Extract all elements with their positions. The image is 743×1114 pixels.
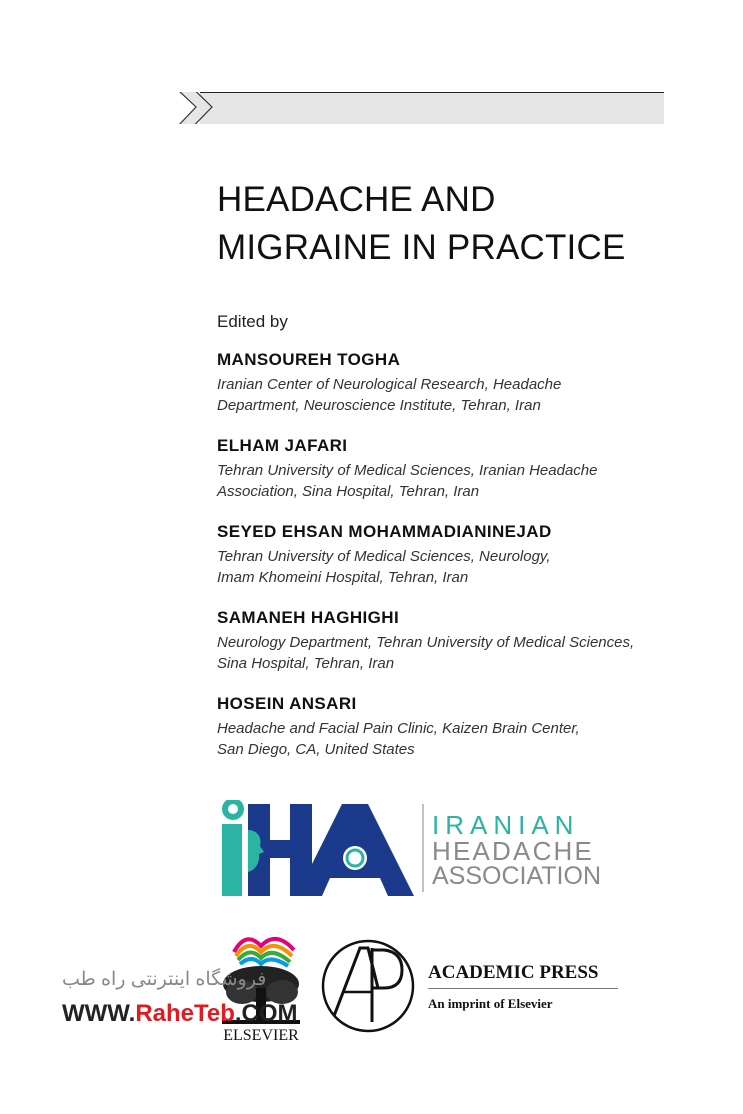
editor-affiliation-line: Headache and Facial Pain Clinic, Kaizen Brain Center, [217,720,580,737]
editor-name: MANSOUREH TOGHA [217,350,401,369]
iha-word-iranian: IRANIAN [432,810,580,840]
editor-entry [217,350,561,416]
editor-name: SEYED EHSAN MOHAMMADIANINEJAD [217,522,552,541]
iha-i-dot [225,801,241,817]
editor-entry [217,694,580,760]
editor-name: ELHAM JAFARI [217,436,348,455]
book-title-line-2: MIGRAINE IN PRACTICE [217,228,626,267]
book-title-line-1: HEADACHE AND [217,180,496,219]
editor-affiliation-line: Iranian Center of Neurological Research, Headache [217,376,562,393]
iha-i-stem [222,824,242,896]
edited-by-label: Edited by [217,312,288,331]
iha-word-association: ASSOCIATION [432,862,602,890]
iranian-headache-association-logo [218,800,622,898]
watermark-url-brand: RaheTeb [135,1000,235,1027]
academic-press-name: ACADEMIC PRESS [428,962,599,983]
editor-affiliation-line: Tehran University of Medical Sciences, Neurology, [217,548,551,565]
header-chevron-bar [178,92,664,124]
editor-entry [217,522,552,588]
publisher-rule [428,988,618,989]
editor-entry [217,608,634,674]
elsevier-wordmark: ELSEVIER [223,1027,299,1044]
editor-name: SAMANEH HAGHIGHI [217,608,400,627]
editor-affiliation-line: Imam Khomeini Hospital, Tehran, Iran [217,569,469,586]
editor-affiliation-line: Sina Hospital, Tehran, Iran [217,655,395,672]
ap-circle [323,941,413,1031]
editor-affiliation-line: San Diego, CA, United States [217,741,415,758]
editor-affiliation-line: Department, Neuroscience Institute, Tehran, Iran [217,397,541,414]
editor-affiliation-line: Tehran University of Medical Sciences, Iranian Headache [217,462,598,479]
book-title [217,176,625,272]
iha-word-headache: HEADACHE [432,836,595,866]
editor-entry [217,436,597,502]
watermark-persian-text: فروشگاه اینترنتی راه طب [62,969,267,990]
editor-affiliation-line: Neurology Department, Tehran University of Medical Sciences, [217,634,635,651]
editor-name: HOSEIN ANSARI [217,694,357,713]
editor-affiliation-line: Association, Sina Hospital, Tehran, Iran [217,483,480,500]
watermark-url-prefix: WWW. [62,1000,136,1027]
imprint-text: An imprint of Elsevier [428,996,553,1011]
academic-press-ap-logo [320,936,416,1036]
watermark-url-suffix: .COM [234,1000,298,1027]
watermark-url [62,1000,298,1028]
book-emblem-icon [234,939,294,966]
